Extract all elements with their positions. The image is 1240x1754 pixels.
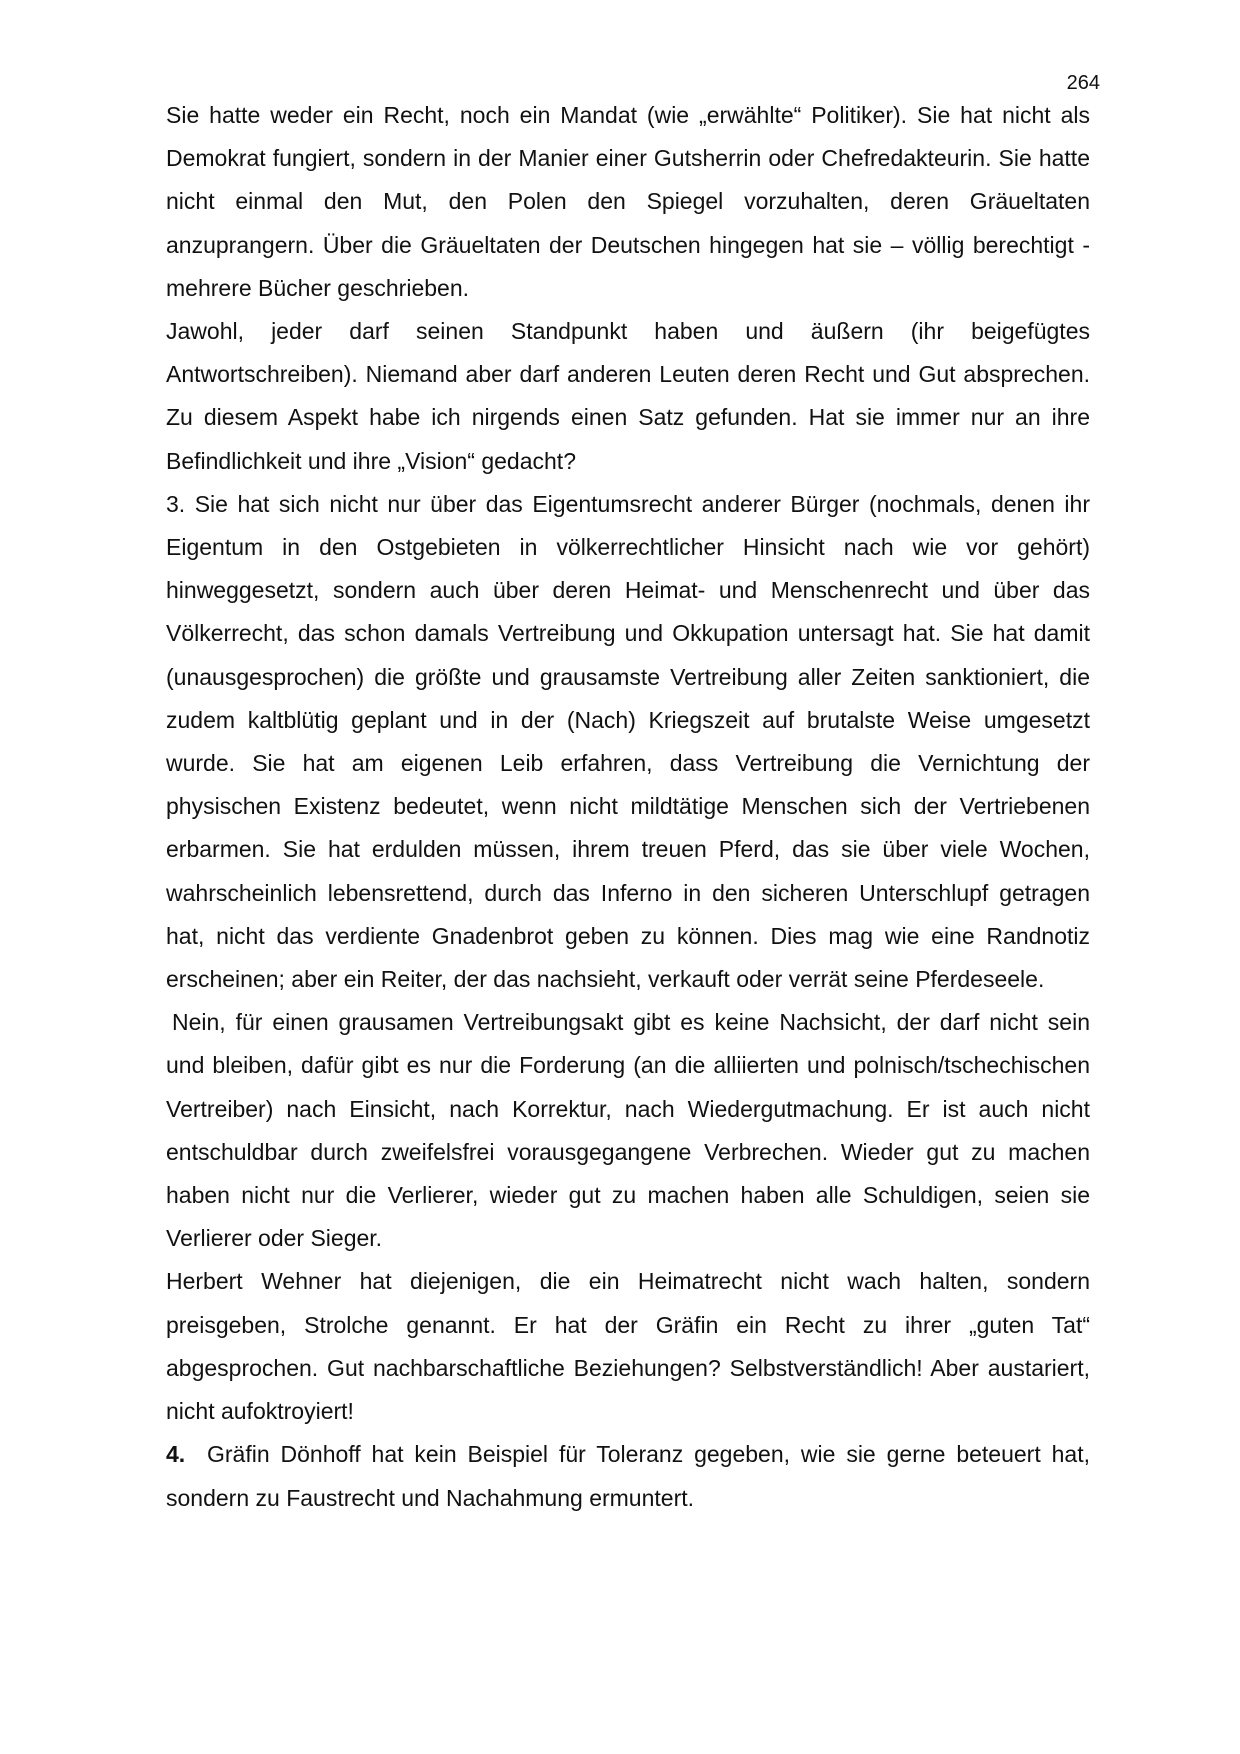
paragraph-1: Sie hatte weder ein Recht, noch ein Mandat (wie „erwählte“ Politiker). Sie hat nicht als Demokrat fungiert, sondern in der Manier einer Gutsherrin oder Chefredakteurin. Sie hatte nicht einmal den Mut, den Polen den Spiegel vorzuhalten, deren Gräueltaten anzuprangern. Über die Gräueltaten der Deutschen hingegen hat sie – völlig berechtigt - mehrere Bücher geschrieben. — [166, 102, 1090, 301]
page-number: 264 — [1066, 72, 1100, 94]
paragraph-5: Herbert Wehner hat diejenigen, die ein Heimatrecht nicht wach halten, sondern preisgeben, Strolche genannt. Er hat der Gräfin ein Recht zu ihrer „guten Tat“ abgesprochen. Gut nachbarschaftliche Beziehungen? Selbstverständlich! Aber austariert, nicht aufoktroyiert! — [166, 1268, 1090, 1425]
body-text — [166, 94, 1090, 1520]
paragraph-2: Jawohl, jeder darf seinen Standpunkt haben und äußern (ihr beigefügtes Antwortschreiben). Niemand aber darf anderen Leuten deren Recht und Gut absprechen. Zu diesem Aspekt habe ich nirgends einen Satz gefunden. Hat sie immer nur an ihre Befindlichkeit und ihre „Vision“ gedacht? — [166, 318, 1090, 474]
section-number: 4. — [166, 1441, 186, 1468]
paragraph-3: 3. Sie hat sich nicht nur über das Eigentumsrecht anderer Bürger (nochmals, denen ihr Eigentum in den Ostgebieten in völkerrechtlicher Hinsicht nach wie vor gehört) hinweggesetzt, sondern auch über deren Heimat- und Menschenrecht und über das Völkerrecht, das schon damals Vertreibung und Okkupation untersagt hat. Sie hat damit (unausgesprochen) die größte und grausamste Vertreibung aller Zeiten sanktioniert, die zudem kaltblütig geplant und in der (Nach) Kriegszeit auf brutalste Weise umgesetzt wurde. Sie hat am eigenen Leib erfahren, dass Vertreibung die Vernichtung der physischen Existenz bedeutet, wenn nicht mildtätige Menschen sich der Vertriebenen erbarmen. Sie hat erdulden müssen, ihrem treuen Pferd, das sie über viele Wochen, wahrscheinlich lebensrettend, durch das Inferno in den sicheren Unterschlupf getragen hat, nicht das verdiente Gnadenbrot geben zu können. Dies mag wie eine Randnotiz erscheinen; aber ein Reiter, der das nachsieht, verkauft oder verrät seine Pferdeseele. — [166, 490, 1090, 993]
paragraph-4: Nein, für einen grausamen Vertreibungsakt gibt es keine Nachsicht, der darf nicht sein und bleiben, dafür gibt es nur die Forderung (an die alliierten und polnisch/tschechischen Vertreiber) nach Einsicht, nach Korrektur, nach Wiedergutmachung. Er ist auch nicht entschuldbar durch zweifelsfrei vorausgegangene Verbrechen. Wieder gut zu machen haben nicht nur die Verlierer, wieder gut zu machen haben alle Schuldigen, seien sie Verlierer oder Sieger. — [166, 1009, 1090, 1252]
paragraph-6 — [166, 1433, 1090, 1519]
paragraph-6-text: Gräfin Dönhoff hat kein Beispiel für Toleranz gegeben, wie sie gerne beteuert hat, sondern zu Faustrecht und Nachahmung ermuntert. — [166, 1441, 1090, 1511]
